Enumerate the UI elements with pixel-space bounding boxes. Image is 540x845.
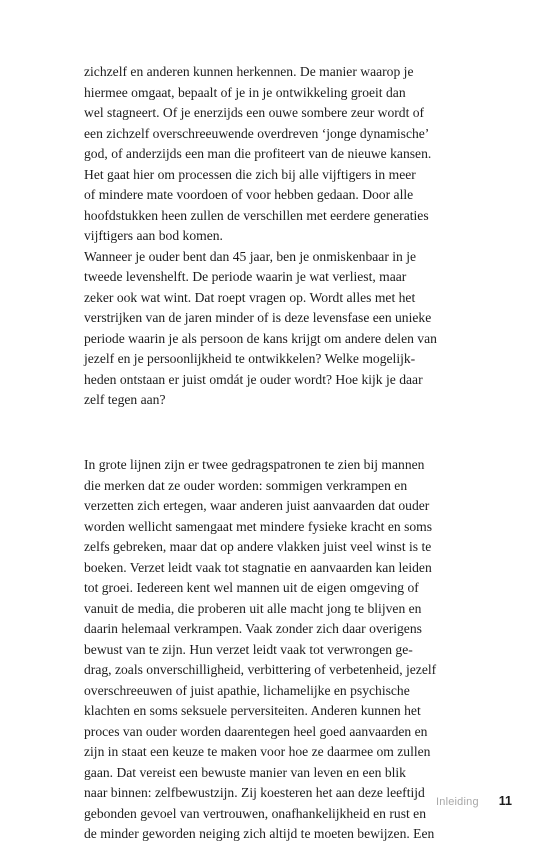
text-line: periode waarin je als persoon de kans krijgt om andere delen van [84,330,437,346]
text-line: drag, zoals onverschilligheid, verbittering of verbetenheid, jezelf [84,662,437,677]
text-line: In grote lijnen zijn er twee gedragspatronen te zien bij mannen [84,457,425,472]
text-line: naar binnen: zelfbewustzijn. Zij koesteren het aan deze leeftijd [84,785,425,800]
text-line: zijn in staat een keuze te maken voor hoe ze daarmee om zullen [84,744,431,759]
text-line: een zichzelf overschreeuwende overdreven ‘jonge dynamische’ [84,125,430,141]
text-line: klachten en soms seksuele perversiteiten. Anderen kunnen het [84,703,421,718]
text-line: gaan. Dat vereist een bewuste manier van leven en een blik [84,764,406,780]
text-line: wel stagneert. Of je enerzijds een ouwe sombere zeur wordt of [84,105,425,120]
running-footer-section: Inleiding [436,796,479,808]
text-line: Wanneer je ouder bent dan 45 jaar, ben je onmiskenbaar in je [84,248,417,264]
text-line: god, of anderzijds een man die profiteert van de nieuwe kansen. [84,146,432,161]
text-line: bewust van te zijn. Hun verzet leidt vaak tot verwrongen ge- [84,641,413,657]
text-line: zelf tegen aan? [84,392,166,407]
text-line: zelfs gebreken, maar dat op andere vlakken juist veel winst is te [84,539,432,554]
text-line: of mindere mate voordoen of voor hebben gedaan. Door alle [84,187,414,202]
text-line: tweede levenshelft. De periode waarin je wat verliest, maar [84,269,407,284]
text-line: tot groei. Iedereen kent wel mannen uit de eigen omgeving of [84,580,419,595]
page-footer [436,794,512,808]
text-line: Het gaat hier om processen die zich bij alle vijftigers in meer [84,166,416,182]
text-line: hoofdstukken heen zullen de verschillen met eerdere generaties [84,207,429,223]
text-line: boeken. Verzet leidt vaak tot stagnatie en aanvaarden kan leiden [84,559,432,575]
text-line: vijftigers aan bod komen. [84,228,223,243]
text-line: die merken dat ze ouder worden: sommigen verkrampen en [84,477,408,493]
text-line: heden ontstaan er juist omdát je ouder wordt? Hoe kijk je daar [84,371,423,387]
text-line: vanuit de media, die proberen uit alle macht jong te blijven en [84,600,422,616]
text-line: verzetten zich ertegen, waar anderen juist aanvaarden dat ouder [84,498,430,513]
paragraph-2 [84,455,474,845]
text-line: de minder geworden neiging zich altijd te moeten bewijzen. Een [84,826,435,841]
text-line: zichzelf en anderen kunnen herkennen. De manier waarop je [84,64,414,79]
text-line: overschreeuwen of juist apathie, lichamelijke en psychische [84,682,410,698]
text-line: zeker ook wat wint. Dat roept vragen op. Wordt alles met het [84,289,416,305]
text-line: jezelf en je persoonlijkheid te ontwikkelen? Welke mogelijk- [84,351,416,366]
text-line: daarin helemaal verkrampen. Vaak zonder zich daar overigens [84,621,422,636]
paragraph-1 [84,62,474,411]
text-line: proces van ouder worden daarentegen heel goed aanvaarden en [84,723,428,739]
text-line: gebonden gevoel van vertrouwen, onafhankelijkheid en rust en [84,805,426,821]
text-line: hiermee omgaat, bepaalt of je in je ontwikkeling groeit dan [84,84,406,100]
text-line: verstrijken van de jaren minder of is deze levensfase een unieke [84,310,432,325]
text-line: worden wellicht samengaat met mindere fysieke kracht en soms [84,518,433,534]
page-number: 11 [498,794,512,808]
